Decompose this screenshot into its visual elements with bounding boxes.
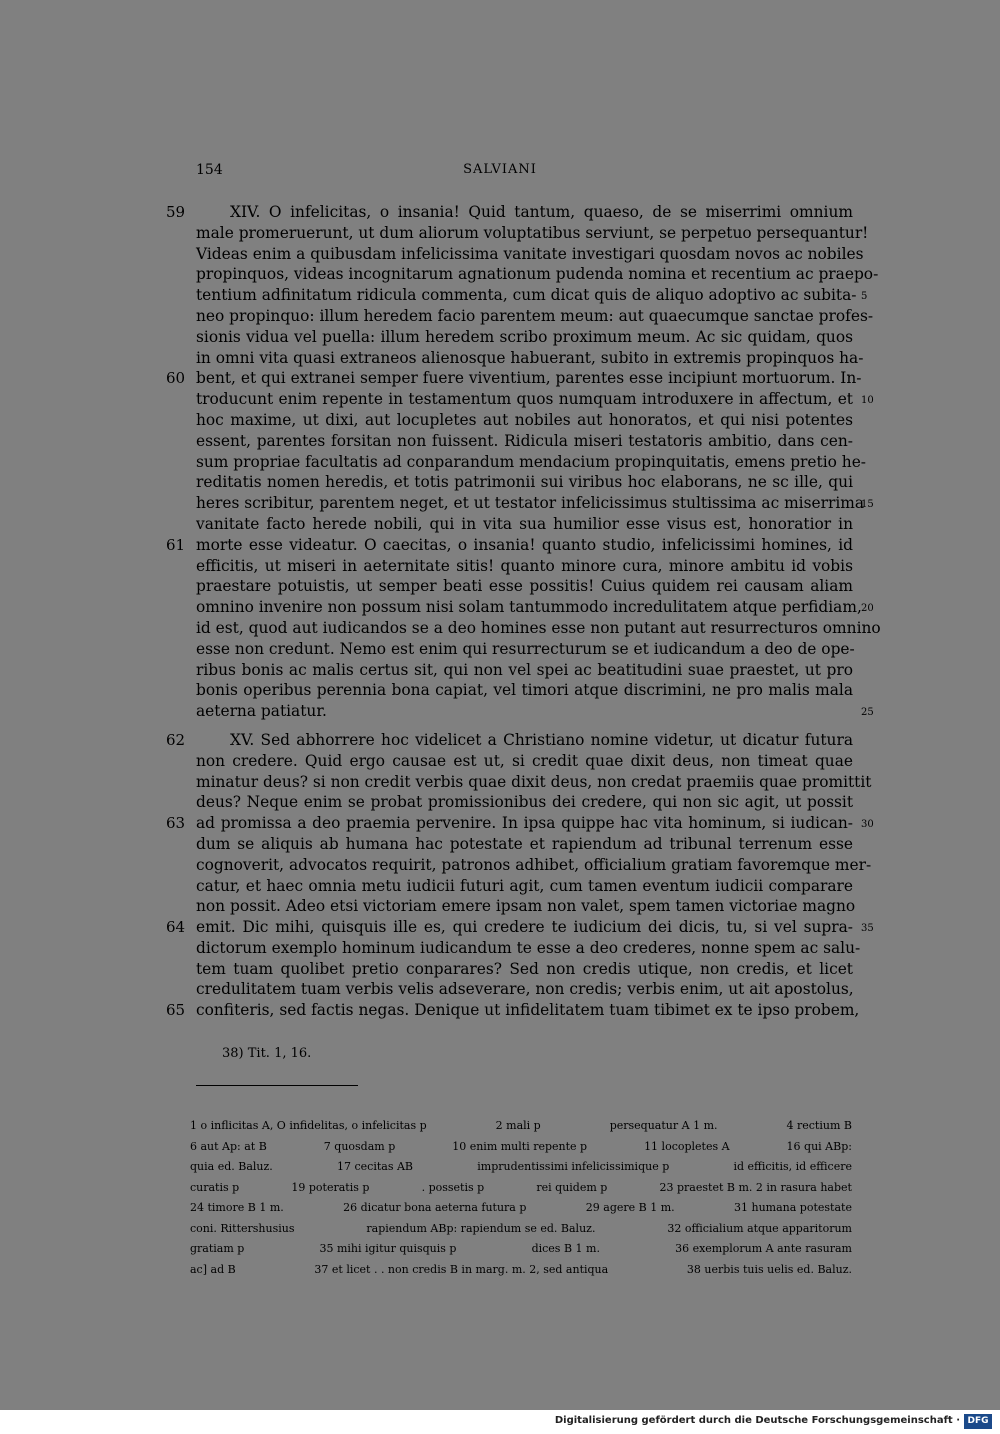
text-line bbox=[166, 917, 874, 938]
apparatus-entry: 19 poteratis p bbox=[291, 1180, 370, 1194]
apparatus-entry: 32 officialium atque apparitorum bbox=[667, 1221, 852, 1235]
line-text: credulitatem tuam verbis velis adseverare, non credis; verbis enim, ut ait apostolus, bbox=[196, 980, 854, 999]
apparatus-entry: quia ed. Baluz. bbox=[190, 1160, 273, 1173]
text-line bbox=[166, 730, 853, 751]
line-text: neo propinquo: illum heredem facio parentem meum: aut quaecumque sanctae profes- bbox=[196, 306, 874, 325]
line-text: morte esse videatur. O caecitas, o insania! quanto studio, infelicissimi homines, id bbox=[196, 535, 853, 554]
line-number: 5 bbox=[861, 291, 868, 303]
text-line bbox=[196, 639, 853, 660]
apparatus-entry: gratiam p bbox=[190, 1242, 245, 1255]
section-number: 63 bbox=[166, 814, 186, 833]
apparatus-entry: 31 humana potestate bbox=[734, 1201, 852, 1214]
line-text: efficitis, ut miseri in aeternitate sitis! quanto minore cura, minore ambitu id vobis bbox=[196, 556, 853, 575]
apparatus-line bbox=[190, 1137, 852, 1158]
apparatus-entry: 4 rectium B bbox=[786, 1119, 852, 1132]
text-line bbox=[196, 701, 874, 722]
text-line bbox=[166, 1000, 860, 1021]
line-number: 35 bbox=[861, 923, 874, 935]
apparatus-entry: coni. Rittershusius bbox=[190, 1221, 295, 1235]
apparatus-entry: 16 qui ABp: bbox=[786, 1139, 852, 1153]
text-line bbox=[196, 306, 874, 327]
line-text: emit. Dic mihi, quisquis ille es, qui credere te iudicium dei dicis, tu, si vel supra- bbox=[196, 918, 853, 937]
line-text: cognoverit, advocatos requirit, patronos adhibet, officialium gratiam favoremque mer- bbox=[196, 855, 872, 874]
dfg-logo[interactable]: DFG bbox=[964, 1414, 992, 1429]
apparatus-entry: 23 praestet B m. 2 in rasura habet bbox=[659, 1180, 852, 1194]
text-line bbox=[196, 348, 864, 369]
section-number: 60 bbox=[166, 369, 186, 388]
apparatus-entry: persequatur A 1 m. bbox=[609, 1119, 718, 1132]
line-text: bonis operibus perennia bona capiat, vel timori atque discrimini, ne pro malis mala bbox=[196, 681, 853, 700]
text-line bbox=[166, 202, 853, 223]
line-text: reditatis nomen heredis, et totis patrimonii sui viribus hoc elaborans, ne sc ille, qui bbox=[196, 473, 853, 492]
section-number: 65 bbox=[166, 1001, 186, 1020]
line-text: sum propriae facultatis ad conparandum mendacium propinquitatis, emens pretio he- bbox=[196, 452, 867, 471]
apparatus-entry: rapiendum ABp: rapiendum se ed. Baluz. bbox=[366, 1221, 596, 1235]
text-line bbox=[196, 896, 856, 917]
text-line bbox=[196, 876, 853, 897]
text-line bbox=[196, 834, 853, 855]
apparatus-entry: 38 uerbis tuis uelis ed. Baluz. bbox=[686, 1262, 852, 1276]
line-text: aeterna patiatur. bbox=[196, 702, 327, 721]
apparatus-entry: 37 et licet . . non credis B in marg. m. 2, sed antiqua bbox=[314, 1262, 609, 1276]
text-line bbox=[196, 618, 881, 639]
apparatus-entry: curatis p bbox=[190, 1180, 240, 1194]
apparatus-entry: ac] ad B bbox=[190, 1262, 236, 1276]
line-text: praestare potuistis, ut semper beati esse possitis! Cuius quidem rei causam aliam bbox=[196, 577, 853, 596]
line-text: dum se aliquis ab humana hac potestate et rapiendum ad tribunal terrenum esse bbox=[196, 834, 853, 853]
text-line bbox=[166, 813, 874, 834]
line-text: troducunt enim repente in testamentum quos numquam introduxere in affectum, et bbox=[196, 390, 853, 409]
section-number: 62 bbox=[166, 730, 186, 749]
line-text: bent, et qui extranei semper fuere viventium, parentes esse incipiunt mortuorum. In- bbox=[196, 369, 862, 388]
line-text: omnino invenire non possum nisi solam tantummodo incredulitatem atque perfidiam, bbox=[196, 598, 862, 617]
line-text: ribus bonis ac malis certus sit, qui non vel spei ac beatitudini suae praestet, ut pro bbox=[196, 660, 853, 679]
text-line bbox=[196, 452, 867, 473]
text-line bbox=[196, 472, 853, 493]
apparatus-line bbox=[190, 1116, 852, 1137]
line-text: heres scribitur, parentem neget, et ut testator infelicissimus stultissima ac miserrima bbox=[196, 494, 865, 513]
footnote: 38) Tit. 1, 16. bbox=[222, 1046, 312, 1061]
text-line bbox=[196, 597, 874, 618]
text-line bbox=[196, 410, 853, 431]
line-text: tentium adfinitatum ridicula commenta, cum dicat quis de aliquo adoptivo ac subita- bbox=[196, 286, 857, 305]
section-number: 61 bbox=[166, 535, 186, 554]
apparatus-entry: 35 mihi igitur quisquis p bbox=[319, 1242, 457, 1255]
apparatus-entry: 11 locopletes A bbox=[644, 1139, 730, 1153]
text-line bbox=[166, 368, 862, 389]
page-number: 154 bbox=[196, 162, 223, 178]
text-line bbox=[196, 244, 864, 265]
line-text: deus? Neque enim se probat promissionibus dei credere, qui non sic agit, ut possit bbox=[196, 793, 853, 812]
line-text: propinquos, videas incognitarum agnationum pudenda nomina et recentium ac praepo- bbox=[196, 265, 879, 284]
section-number: 59 bbox=[166, 203, 186, 221]
apparatus-entry: 10 enim multi repente p bbox=[452, 1139, 588, 1153]
line-text: non possit. Adeo etsi victoriam emere ipsam non valet, spem tamen victoriae magno bbox=[196, 897, 856, 916]
text-line bbox=[196, 772, 872, 793]
line-number: 15 bbox=[861, 499, 874, 511]
line-text: tem tuam quolibet pretio conparares? Sed non credis utique, non credis, et licet bbox=[196, 959, 853, 978]
apparatus-entry: 36 exemplorum A ante rasuram bbox=[675, 1242, 852, 1255]
line-text: ad promissa a deo praemia pervenire. In ipsa quippe hac vita hominum, si iudican- bbox=[196, 814, 853, 833]
line-text: catur, et haec omnia metu iudicii futuri agit, cum tamen eventum iudicii comparare bbox=[196, 876, 853, 895]
apparatus-line bbox=[190, 1260, 852, 1281]
line-text: dictorum exemplo hominum iudicandum te esse a deo crederes, nonne spem ac salu- bbox=[196, 938, 861, 957]
apparatus-line bbox=[190, 1198, 852, 1219]
line-text: id est, quod aut iudicandos se a deo homines esse non putant aut resurrecturos omnino bbox=[196, 618, 881, 637]
line-text: hoc maxime, ut dixi, aut locupletes aut nobiles aut honoratos, et qui nisi potentes bbox=[196, 410, 853, 429]
critical-apparatus bbox=[190, 1116, 852, 1280]
apparatus-line bbox=[190, 1157, 852, 1178]
text-line bbox=[196, 792, 853, 813]
line-text: non credere. Quid ergo causae est ut, si credit quae dixit deus, non timeat quae bbox=[196, 751, 853, 770]
apparatus-entry: dices B 1 m. bbox=[531, 1242, 600, 1255]
line-text: sionis vidua vel puella: illum heredem scribo proximum meum. Ac sic quidam, quos bbox=[196, 327, 853, 346]
text-line bbox=[196, 979, 853, 1000]
line-text: in omni vita quasi extraneos alienosque habuerant, subito in extremis propinquos ha- bbox=[196, 348, 864, 367]
apparatus-line bbox=[190, 1219, 852, 1240]
line-number: 20 bbox=[861, 603, 874, 615]
line-text: vanitate facto herede nobili, qui in vita sua humilior esse visus est, honoratior in bbox=[196, 514, 853, 533]
page-header bbox=[0, 162, 1000, 182]
text-line bbox=[196, 431, 853, 452]
text-line bbox=[196, 855, 872, 876]
apparatus-entry: 2 mali p bbox=[495, 1119, 541, 1132]
apparatus-entry: 7 quosdam p bbox=[323, 1139, 396, 1153]
section-number: 64 bbox=[166, 918, 186, 937]
apparatus-entry: 17 cecitas AB bbox=[337, 1160, 414, 1173]
apparatus-entry: 1 o inflicitas A, O infidelitas, o infelicitas p bbox=[190, 1119, 427, 1132]
text-line bbox=[196, 576, 853, 597]
footer-credit: Digitalisierung gefördert durch die Deutsche Forschungsgemeinschaft · bbox=[554, 1415, 960, 1426]
line-text: confiteris, sed factis negas. Denique ut infidelitatem tuam tibimet ex te ipso probem, bbox=[196, 1001, 860, 1020]
line-number: 10 bbox=[861, 395, 874, 407]
text-line bbox=[196, 264, 879, 285]
apparatus-entry: 24 timore B 1 m. bbox=[190, 1201, 284, 1214]
text-line bbox=[166, 535, 853, 556]
text-line bbox=[196, 751, 853, 772]
text-line bbox=[196, 680, 853, 701]
apparatus-entry: rei quidem p bbox=[536, 1180, 608, 1194]
apparatus-entry: 29 agere B 1 m. bbox=[585, 1201, 675, 1214]
apparatus-entry: imprudentissimi infelicissimique p bbox=[477, 1160, 670, 1173]
footnote-divider bbox=[196, 1085, 358, 1086]
text-line bbox=[196, 223, 869, 244]
footer-bar bbox=[0, 1410, 1000, 1434]
line-text: esse non credunt. Nemo est enim qui resurrecturum se et iudicandum a deo de ope- bbox=[196, 639, 855, 658]
apparatus-entry: . possetis p bbox=[421, 1180, 485, 1194]
running-title: SALVIANI bbox=[463, 162, 537, 177]
text-line bbox=[196, 660, 853, 681]
main-text bbox=[166, 202, 881, 1021]
line-text: essent, parentes forsitan non fuissent. Ridicula miseri testatoris ambitio, dans cen- bbox=[196, 431, 853, 450]
text-line bbox=[196, 938, 861, 959]
apparatus-entry: id efficitis, id efficere bbox=[733, 1160, 852, 1173]
line-text: XIV. O infelicitas, o insania! Quid tantum, quaeso, de se miserrimi omnium bbox=[230, 203, 853, 221]
apparatus-entry: 26 dicatur bona aeterna futura p bbox=[343, 1201, 527, 1214]
line-text: male promeruerunt, ut dum aliorum voluptatibus serviunt, se perpetuo persequantur! bbox=[196, 223, 869, 242]
line-text: minatur deus? si non credit verbis quae dixit deus, non credat praemiis quae promittit bbox=[196, 772, 872, 791]
text-line bbox=[196, 556, 853, 577]
line-text: XV. Sed abhorrere hoc videlicet a Christiano nomine videtur, ut dicatur futura bbox=[230, 730, 853, 749]
apparatus-line bbox=[190, 1178, 852, 1199]
apparatus-line bbox=[190, 1239, 852, 1260]
text-line bbox=[196, 389, 874, 410]
line-text: Videas enim a quibusdam infelicissima vanitate investigari quosdam novos ac nobiles bbox=[196, 244, 864, 263]
text-line bbox=[196, 959, 853, 980]
text-line bbox=[196, 327, 853, 348]
apparatus-entry: 6 aut Ap: at B bbox=[190, 1139, 267, 1153]
text-line bbox=[196, 285, 868, 306]
text-line bbox=[196, 493, 874, 514]
line-number: 30 bbox=[861, 819, 874, 831]
text-line bbox=[196, 514, 853, 535]
line-number: 25 bbox=[861, 707, 874, 719]
